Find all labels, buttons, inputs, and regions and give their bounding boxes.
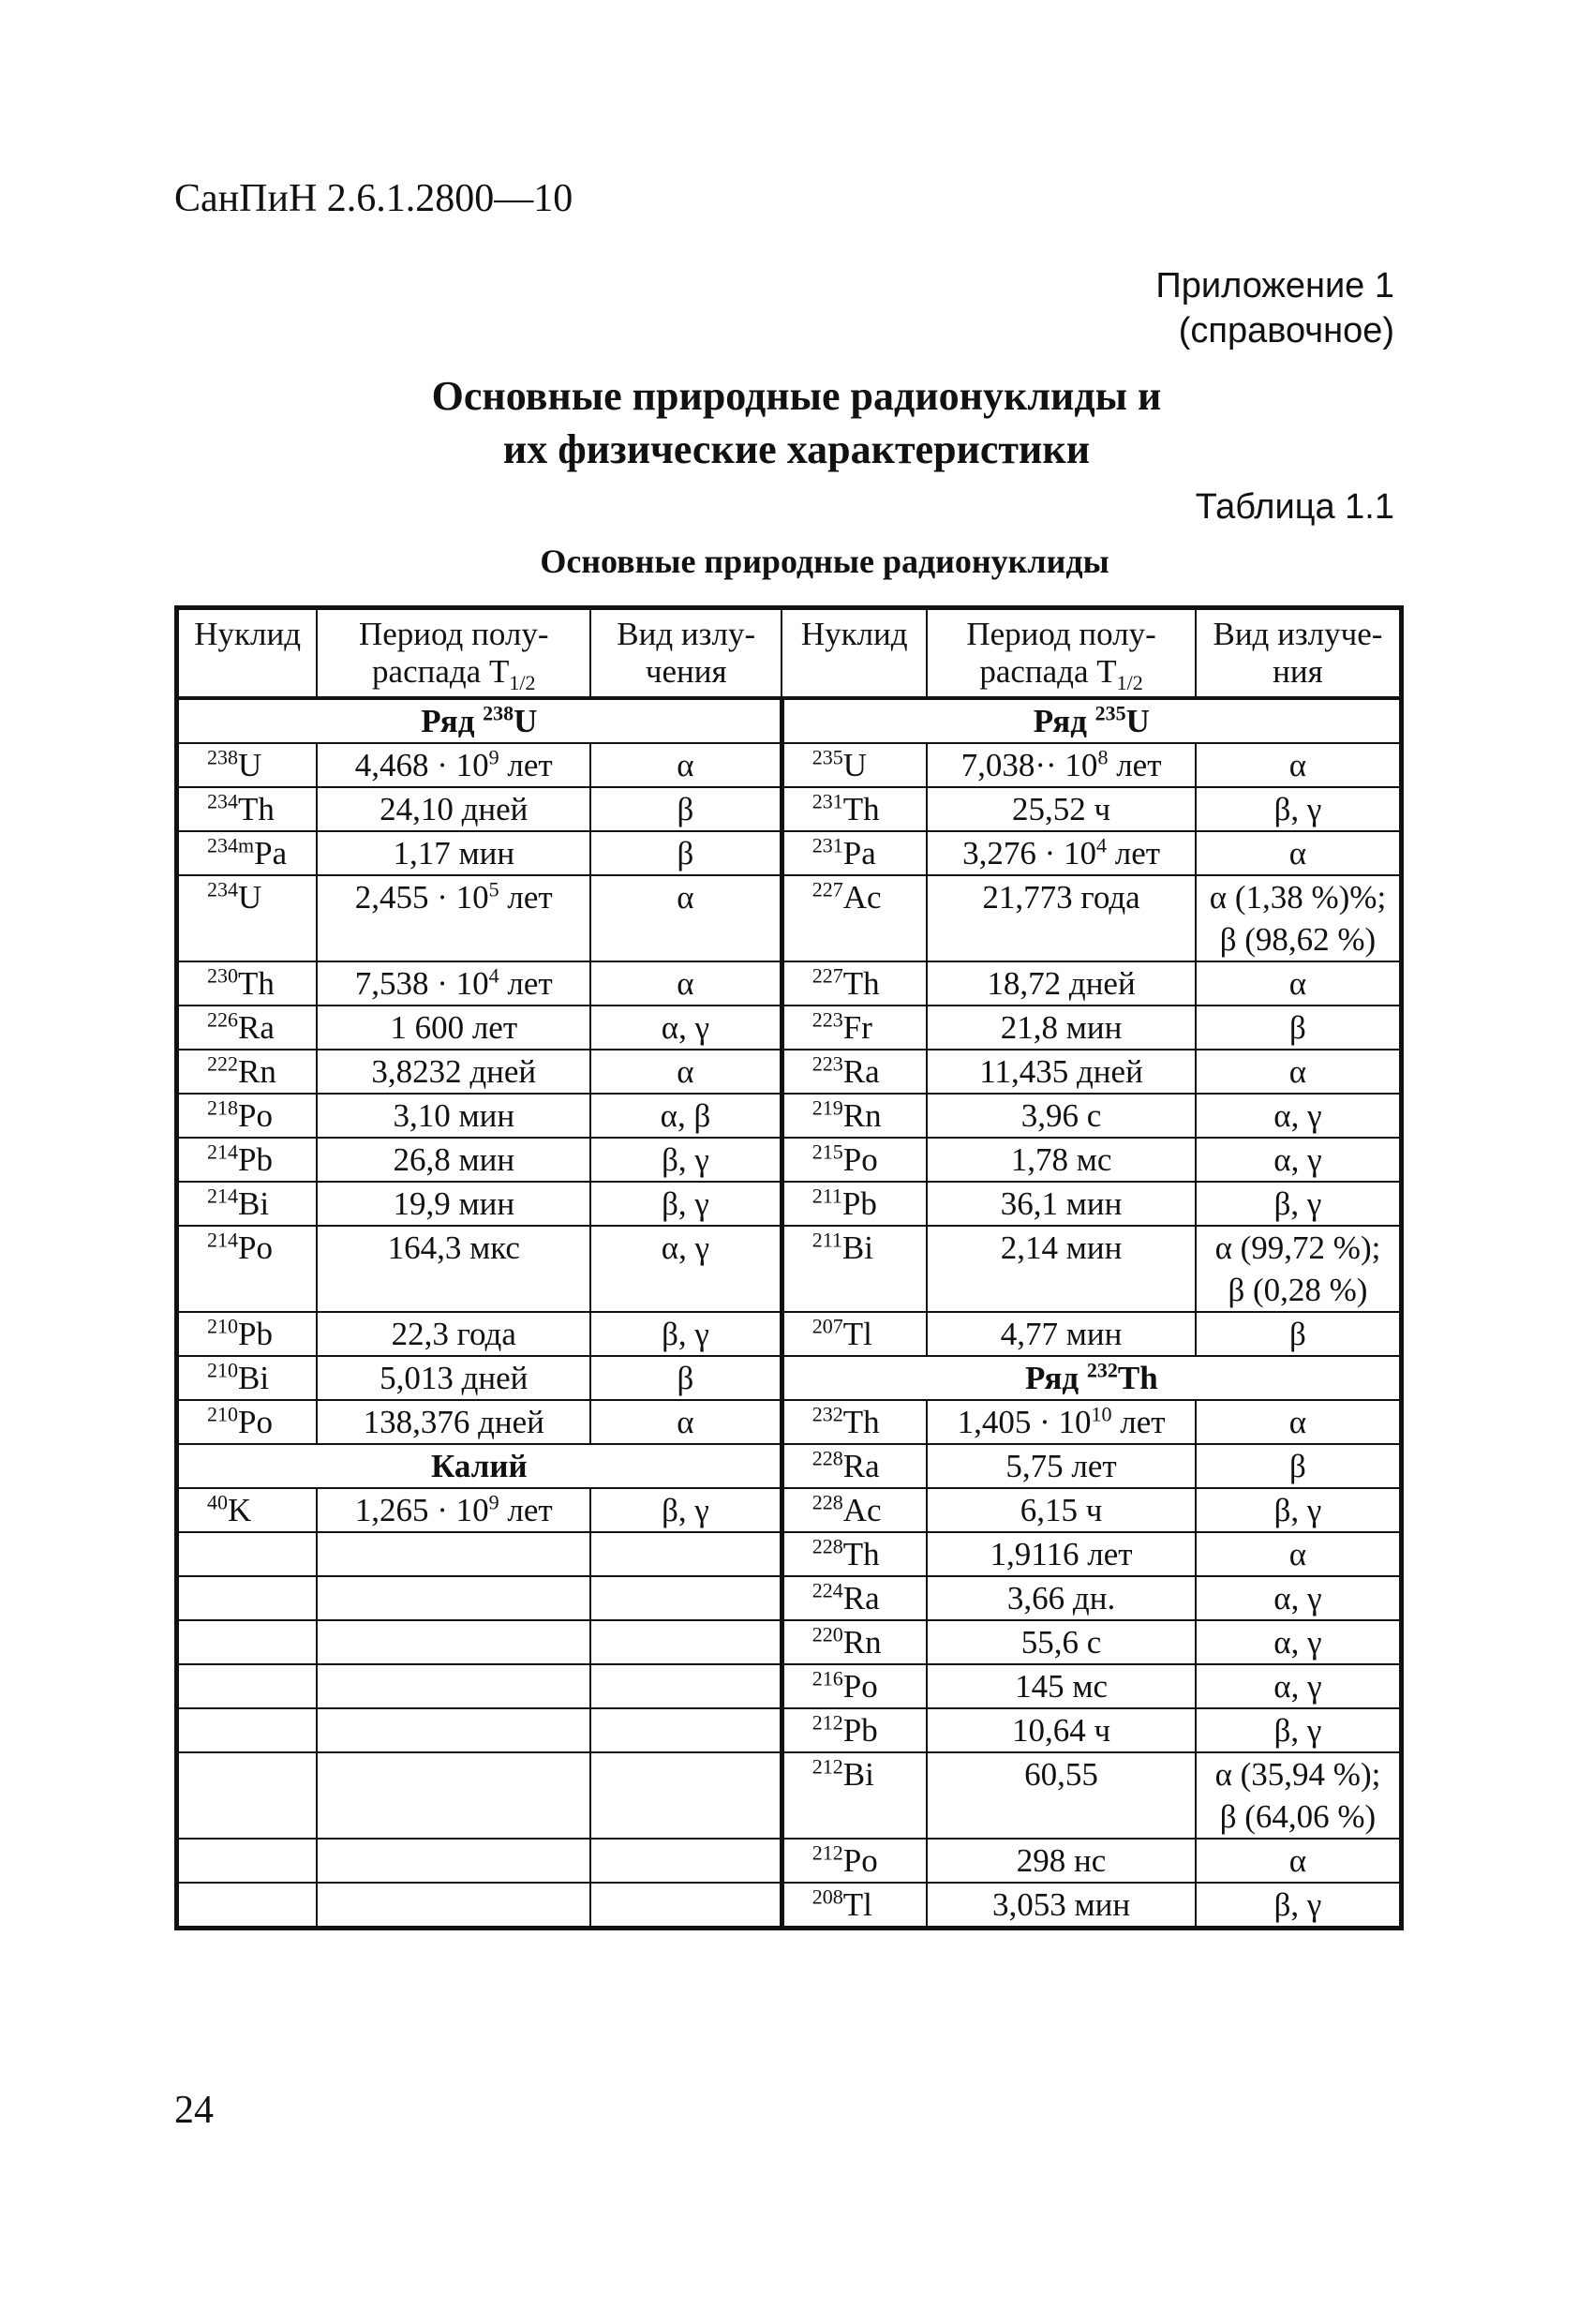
half-life-cell <box>317 1620 590 1664</box>
half-life-cell <box>317 1883 590 1929</box>
radiation-cell: β <box>590 787 782 831</box>
column-header-radiation: Вид излу- чения <box>590 608 782 699</box>
half-life-cell: 145 мс <box>927 1664 1196 1708</box>
nuclide-cell: $^{211}$Bi <box>782 1226 927 1312</box>
half-life-cell <box>317 1532 590 1576</box>
nuclide-cell: $^{220}$Rn <box>782 1620 927 1664</box>
half-life-cell: $7,038\cdot\cdot 10^8$ лет <box>927 743 1196 787</box>
radiation-cell <box>590 1883 782 1929</box>
appendix-label <box>1155 264 1394 353</box>
half-life-cell: 26,8 мин <box>317 1138 590 1182</box>
table-row <box>177 787 1402 831</box>
table-row <box>177 1182 1402 1226</box>
half-life-cell: 19,9 мин <box>317 1182 590 1226</box>
radiation-cell: α <box>590 961 782 1006</box>
title-line-2: их физические характеристики <box>502 426 1091 473</box>
half-life-cell: 1,78 мс <box>927 1138 1196 1182</box>
half-life-cell: 36,1 мин <box>927 1182 1196 1226</box>
half-life-cell: $2,455 \cdot 10^5$ лет <box>317 875 590 961</box>
table-caption: Основные природные радионуклиды <box>540 543 1109 580</box>
nuclide-cell: $^{224}$Ra <box>782 1576 927 1620</box>
nuclide-cell <box>177 1752 318 1839</box>
radiation-cell <box>590 1839 782 1883</box>
half-life-cell <box>317 1708 590 1752</box>
radionuclide-table <box>174 605 1404 1930</box>
radiation-cell: β <box>1196 1006 1402 1050</box>
nuclide-cell <box>177 1532 318 1576</box>
nuclide-cell: $^{234m}$Pa <box>177 831 318 875</box>
title-line-1: Основные природные радионуклиды и <box>431 373 1162 419</box>
table-row <box>177 743 1402 787</box>
nuclide-cell <box>177 1708 318 1752</box>
nuclide-cell: $^{212}$Bi <box>782 1752 927 1839</box>
half-life-cell: $7,538 \cdot 10^4$ лет <box>317 961 590 1006</box>
half-life-cell: 6,15 ч <box>927 1488 1196 1532</box>
nuclide-cell: $^{214}$Bi <box>177 1182 318 1226</box>
nuclide-cell: $^{207}$Tl <box>782 1312 927 1356</box>
radiation-cell: α <box>590 1050 782 1094</box>
radiation-cell: α, γ <box>1196 1138 1402 1182</box>
nuclide-cell: $^{222}$Rn <box>177 1050 318 1094</box>
nuclide-cell: $^{227}$Th <box>782 961 927 1006</box>
nuclide-cell: $^{218}$Po <box>177 1094 318 1138</box>
half-life-cell: $3,276 \cdot 10^4$ лет <box>927 831 1196 875</box>
radiation-cell: β, γ <box>590 1182 782 1226</box>
table-row <box>177 1839 1402 1883</box>
half-life-cell: 298 нс <box>927 1839 1196 1883</box>
radiation-cell: α (99,72 %); β (0,28 %) <box>1196 1226 1402 1312</box>
nuclide-cell: $^{215}$Po <box>782 1138 927 1182</box>
half-life-cell: 11,435 дней <box>927 1050 1196 1094</box>
appendix-line-1: Приложение 1 <box>1155 266 1394 305</box>
radiation-cell: β <box>1196 1444 1402 1488</box>
radiation-cell: α, γ <box>1196 1576 1402 1620</box>
table-row <box>177 1312 1402 1356</box>
table-row <box>177 1444 1402 1488</box>
page-title <box>0 369 1593 476</box>
radiation-cell: β <box>1196 1312 1402 1356</box>
nuclide-cell: $^{235}$U <box>782 743 927 787</box>
half-life-cell: 164,3 мкс <box>317 1226 590 1312</box>
table-row <box>177 1752 1402 1839</box>
half-life-cell: 1 600 лет <box>317 1006 590 1050</box>
radiation-cell: α, β <box>590 1094 782 1138</box>
half-life-cell <box>317 1576 590 1620</box>
table-header-row <box>177 608 1402 699</box>
table-row <box>177 875 1402 961</box>
table-row <box>177 1664 1402 1708</box>
half-life-cell: $4,468 \cdot 10^9$ лет <box>317 743 590 787</box>
nuclide-cell: $^{214}$Pb <box>177 1138 318 1182</box>
radiation-cell: β, γ <box>1196 1488 1402 1532</box>
nuclide-cell: $^{234}$U <box>177 875 318 961</box>
nuclide-cell: $^{231}$Pa <box>782 831 927 875</box>
half-life-cell: 4,77 мин <box>927 1312 1196 1356</box>
radiation-cell: β, γ <box>590 1138 782 1182</box>
nuclide-cell: $^{232}$Th <box>782 1400 927 1444</box>
group-header-th232: Ряд $^{232}$Th <box>782 1356 1401 1400</box>
column-header-period: Период полу- распада $T_{1/2}$ <box>317 608 590 699</box>
nuclide-cell: $^{223}$Fr <box>782 1006 927 1050</box>
radiation-cell: α <box>1196 743 1402 787</box>
half-life-cell: 5,75 лет <box>927 1444 1196 1488</box>
nuclide-cell: $^{231}$Th <box>782 787 927 831</box>
half-life-cell: 21,773 года <box>927 875 1196 961</box>
page-number: 24 <box>174 2089 214 2132</box>
table-row <box>177 1883 1402 1929</box>
table-row <box>177 831 1402 875</box>
nuclide-cell: $^{212}$Po <box>782 1839 927 1883</box>
half-life-cell <box>317 1752 590 1839</box>
nuclide-cell: $^{238}$U <box>177 743 318 787</box>
group-header-u235: Ряд $^{235}$U <box>782 698 1401 743</box>
radiation-cell: β, γ <box>590 1488 782 1532</box>
radiation-cell: α <box>590 743 782 787</box>
column-header-radiation: Вид излуче- ния <box>1196 608 1402 699</box>
nuclide-cell: $^{234}$Th <box>177 787 318 831</box>
half-life-cell <box>317 1664 590 1708</box>
radiation-cell: α <box>1196 1839 1402 1883</box>
radiation-cell: α <box>1196 1532 1402 1576</box>
nuclide-cell <box>177 1576 318 1620</box>
half-life-cell <box>317 1839 590 1883</box>
nuclide-cell <box>177 1883 318 1929</box>
group-header-potassium: Калий <box>177 1444 782 1488</box>
table-row <box>177 1226 1402 1312</box>
table-row <box>177 1050 1402 1094</box>
radiation-cell: α <box>1196 961 1402 1006</box>
radiation-cell: α, γ <box>1196 1094 1402 1138</box>
half-life-cell: 24,10 дней <box>317 787 590 831</box>
half-life-cell: 25,52 ч <box>927 787 1196 831</box>
nuclide-cell: $^{226}$Ra <box>177 1006 318 1050</box>
group-header-u238: Ряд $^{238}$U <box>177 698 782 743</box>
half-life-cell: 3,053 мин <box>927 1883 1196 1929</box>
table-row <box>177 1488 1402 1532</box>
radiation-cell: β, γ <box>1196 787 1402 831</box>
nuclide-cell <box>177 1839 318 1883</box>
table-row <box>177 1094 1402 1138</box>
radiation-cell: β, γ <box>590 1312 782 1356</box>
table-row <box>177 1006 1402 1050</box>
radiation-cell: α, γ <box>590 1006 782 1050</box>
radiation-cell: α (1,38 %)%; β (98,62 %) <box>1196 875 1402 961</box>
table-number: Таблица 1.1 <box>1195 487 1394 527</box>
nuclide-cell <box>177 1620 318 1664</box>
half-life-cell: 3,8232 дней <box>317 1050 590 1094</box>
table-row <box>177 1708 1402 1752</box>
nuclide-cell: $^{210}$Bi <box>177 1356 318 1400</box>
nuclide-cell: $^{212}$Pb <box>782 1708 927 1752</box>
nuclide-cell: $^{219}$Rn <box>782 1094 927 1138</box>
radiation-cell: β, γ <box>1196 1708 1402 1752</box>
radiation-cell <box>590 1752 782 1839</box>
half-life-cell: 5,013 дней <box>317 1356 590 1400</box>
group-row <box>177 698 1402 743</box>
half-life-cell: 1,9116 лет <box>927 1532 1196 1576</box>
table-row <box>177 1620 1402 1664</box>
table-row <box>177 1532 1402 1576</box>
radiation-cell: α <box>1196 831 1402 875</box>
half-life-cell: 3,66 дн. <box>927 1576 1196 1620</box>
table-row <box>177 1576 1402 1620</box>
nuclide-cell: $^{216}$Po <box>782 1664 927 1708</box>
column-header-period: Период полу- распада $T_{1/2}$ <box>927 608 1196 699</box>
radiation-cell: α, γ <box>1196 1664 1402 1708</box>
radiation-cell: α, γ <box>1196 1620 1402 1664</box>
radiation-cell: β, γ <box>1196 1883 1402 1929</box>
half-life-cell: 22,3 года <box>317 1312 590 1356</box>
half-life-cell: 3,10 мин <box>317 1094 590 1138</box>
nuclide-cell: $^{228}$Ac <box>782 1488 927 1532</box>
radiation-cell: β <box>590 1356 782 1400</box>
half-life-cell: 60,55 <box>927 1752 1196 1839</box>
nuclide-cell: $^{230}$Th <box>177 961 318 1006</box>
column-header-nuclide: Нуклид <box>177 608 318 699</box>
radiation-cell <box>590 1664 782 1708</box>
radiation-cell <box>590 1620 782 1664</box>
document-header: СанПиН 2.6.1.2800—10 <box>174 177 573 220</box>
nuclide-cell: $^{223}$Ra <box>782 1050 927 1094</box>
radiation-cell: α <box>1196 1050 1402 1094</box>
nuclide-cell: $^{214}$Po <box>177 1226 318 1312</box>
half-life-cell: 18,72 дней <box>927 961 1196 1006</box>
nuclide-cell: $^{228}$Ra <box>782 1444 927 1488</box>
half-life-cell: 55,6 с <box>927 1620 1196 1664</box>
appendix-line-2: (справочное) <box>1178 310 1394 350</box>
half-life-cell: $1,405 \cdot 10^{10}$ лет <box>927 1400 1196 1444</box>
column-header-nuclide: Нуклид <box>782 608 927 699</box>
table-row <box>177 1356 1402 1400</box>
half-life-cell: 2,14 мин <box>927 1226 1196 1312</box>
nuclide-cell: $^{227}$Ac <box>782 875 927 961</box>
half-life-cell: 3,96 с <box>927 1094 1196 1138</box>
nuclide-cell: $^{210}$Po <box>177 1400 318 1444</box>
table-row <box>177 1138 1402 1182</box>
nuclide-cell: $^{40}$K <box>177 1488 318 1532</box>
half-life-cell: $1,265 \cdot 10^9$ лет <box>317 1488 590 1532</box>
radiation-cell: α <box>1196 1400 1402 1444</box>
nuclide-cell: $^{228}$Th <box>782 1532 927 1576</box>
nuclide-cell: $^{211}$Pb <box>782 1182 927 1226</box>
nuclide-cell: $^{208}$Tl <box>782 1883 927 1929</box>
radiation-cell <box>590 1532 782 1576</box>
radiation-cell: α (35,94 %); β (64,06 %) <box>1196 1752 1402 1839</box>
half-life-cell: 21,8 мин <box>927 1006 1196 1050</box>
half-life-cell: 138,376 дней <box>317 1400 590 1444</box>
nuclide-cell <box>177 1664 318 1708</box>
table-row <box>177 1400 1402 1444</box>
radiation-cell: β <box>590 831 782 875</box>
radiation-cell: α, γ <box>590 1226 782 1312</box>
radiation-cell: α <box>590 875 782 961</box>
radiation-cell: β, γ <box>1196 1182 1402 1226</box>
table-row <box>177 961 1402 1006</box>
nuclide-cell: $^{210}$Pb <box>177 1312 318 1356</box>
half-life-cell: 1,17 мин <box>317 831 590 875</box>
radiation-cell: α <box>590 1400 782 1444</box>
half-life-cell: 10,64 ч <box>927 1708 1196 1752</box>
radiation-cell <box>590 1576 782 1620</box>
radiation-cell <box>590 1708 782 1752</box>
